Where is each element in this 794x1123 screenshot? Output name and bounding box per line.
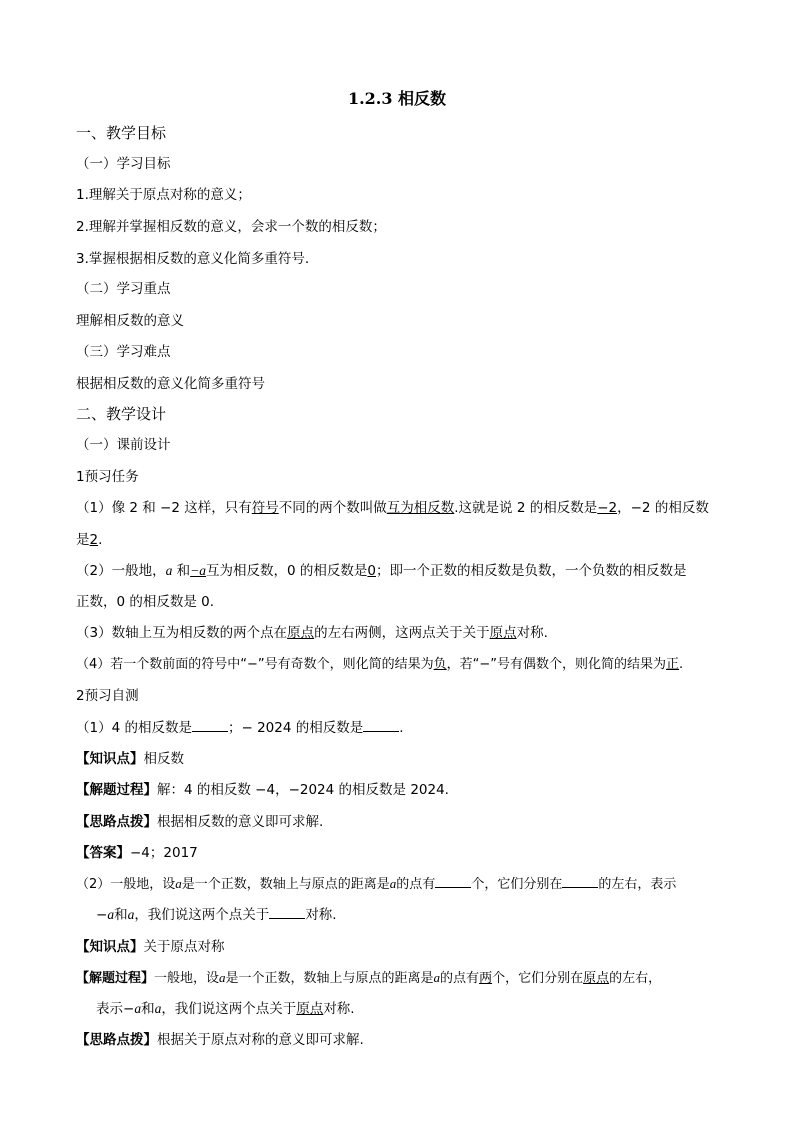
task-item-1: （1）像 2 和 −2 这样，只有符号不同的两个数叫做互为相反数.这就是说 2 的相反数是−2，−2 的相反数 [76, 500, 709, 516]
answer-blank [562, 874, 598, 888]
question-1: （1）4 的相反数是 ；− 2024 的相反数是 . [76, 720, 404, 736]
solution-2-cont: 表示−a和a，我们说这两个点关于原点对称. [96, 1001, 355, 1017]
goal-1: 1.理解关于原点对称的意义； [76, 187, 251, 203]
goal-2: 2.理解并掌握相反数的意义，会求一个数的相反数； [76, 219, 386, 235]
page-title: 1.2.3 相反数 [347, 89, 447, 108]
question-2-cont: −a和a，我们说这两个点关于 对称. [96, 907, 337, 923]
task-item-1-cont: 是2. [76, 532, 103, 548]
question-2: （2）一般地，设a是一个正数，数轴上与原点的距离是a的点有 个，它们分别在 的左右，表示 [76, 876, 677, 892]
hint-2: 【思路点拨】根据关于原点对称的意义即可求解. [76, 1032, 364, 1048]
answer-blank [435, 874, 471, 888]
difficulty-text: 根据相反数的意义化简多重符号 [76, 376, 265, 392]
hint-1: 【思路点拨】根据相反数的意义即可求解. [76, 814, 324, 830]
task-item-2: （2）一般地，a 和−a互为相反数，0 的相反数是0；即一个正数的相反数是负数，一个负数的相反数是 [76, 563, 687, 579]
self-test-heading: 2预习自测 [76, 688, 139, 704]
task-item-3: （3）数轴上互为相反数的两个点在原点的左右两侧，这两点关于关于原点对称. [76, 625, 548, 641]
knowledge-point-2: 【知识点】关于原点对称 [76, 939, 225, 955]
answer-1: 【答案】−4；2017 [76, 845, 198, 861]
goal-3: 3.掌握根据相反数的意义化简多重符号. [76, 251, 310, 267]
section-heading-2: 二、教学设计 [76, 405, 167, 423]
answer-blank [269, 905, 305, 919]
subsection-key-points: （二）学习重点 [76, 281, 171, 297]
solution-2: 【解题过程】一般地，设a是一个正数，数轴上与原点的距离是a的点有两个，它们分别在原点的左右， [76, 970, 662, 986]
preview-task-heading: 1预习任务 [76, 469, 139, 485]
subsection-pre-class: （一）课前设计 [76, 437, 171, 453]
task-item-2-cont: 正数，0 的相反数是 0. [76, 594, 215, 610]
subsection-learning-goals: （一）学习目标 [76, 156, 171, 172]
task-item-4: （4）若一个数前面的符号中“−”号有奇数个，则化简的结果为负，若“−”号有偶数个，则化简的结果为正. [76, 657, 684, 672]
knowledge-point-1: 【知识点】相反数 [76, 751, 184, 767]
section-heading-1: 一、教学目标 [76, 124, 167, 142]
answer-blank [192, 718, 228, 732]
solution-1: 【解题过程】解：4 的相反数 −4，−2024 的相反数是 2024. [76, 782, 449, 798]
key-point-text: 理解相反数的意义 [76, 313, 184, 329]
subsection-difficulties: （三）学习难点 [76, 344, 171, 360]
answer-blank [363, 718, 399, 732]
